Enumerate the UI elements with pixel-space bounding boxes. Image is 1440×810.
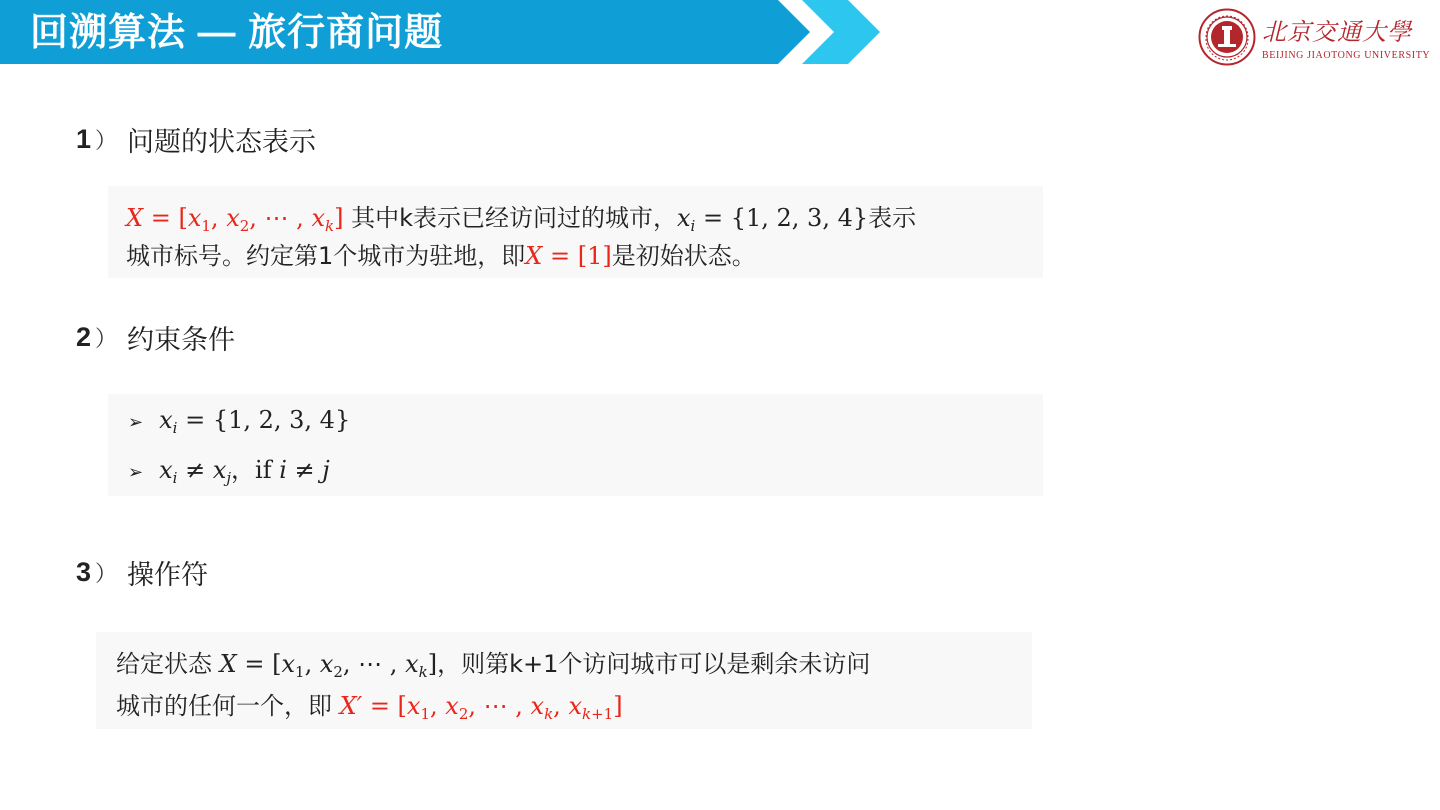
operator-line-2: 城市的任何一个，即 $X' = [x_1$, $x_2$, ⋯ , $x_k$, $x_{k+1}$] (116, 692, 623, 723)
section-paren: ） (95, 327, 118, 352)
state-desc-2: 城市标号。约定第1个城市为驻地，即 (126, 242, 526, 270)
operator-desc-mid: ，则第k+1个访问城市可以是剩余未访问 (437, 650, 871, 678)
section-paren: ） (95, 129, 118, 154)
section-3-heading (76, 553, 208, 592)
bullet-arrow-icon: ➢ (128, 412, 144, 433)
section-title: 问题的状态表示 (127, 127, 317, 158)
if-keyword: ，if (231, 456, 272, 484)
section-title: 操作符 (127, 560, 209, 591)
operator-box (96, 632, 1032, 729)
logo-name-cn: 北京交通大學 (1262, 18, 1412, 46)
section-2-heading (76, 318, 235, 357)
operator-line-1: 给定状态 $X = [x_1$, $x_2$, ⋯ , $x_k$]，则第k+1个访问城市可以是剩余未访问 (116, 650, 871, 681)
state-desc-2-end: 是初始状态。 (611, 242, 756, 270)
state-line-1: $X = [x_1$, $x_2$, ⋯ , $x_k$] 其中k表示已经访问过的城市，$x_i = \{1$, 2, 3, 4}表示 (126, 204, 917, 235)
university-logo (1196, 6, 1431, 66)
logo-name-en: BEIJING JIAOTONG UNIVERSITY (1262, 50, 1431, 61)
operator-desc-2: 城市的任何一个，即 (116, 692, 332, 720)
state-formula: X (126, 204, 144, 232)
city-set-formula: x (677, 204, 691, 232)
constraint-item-2: ➢ $x_i \ne x_j$，if i ≠ j (128, 456, 330, 487)
university-seal-icon (1198, 8, 1256, 66)
constraints-box (108, 394, 1043, 496)
bullet-arrow-icon: ➢ (128, 462, 144, 483)
section-number: 2 (76, 322, 92, 352)
section-number: 1 (76, 124, 92, 154)
state-line-2: 城市标号。约定第1个城市为驻地，即X = [1]是初始状态。 (126, 242, 756, 270)
state-desc: 其中k表示已经访问过的城市， (351, 204, 677, 232)
title-banner (0, 0, 900, 64)
initial-state-formula: X (525, 242, 543, 270)
state-representation-box (108, 186, 1043, 278)
section-paren: ） (95, 562, 118, 587)
section-number: 3 (76, 557, 92, 587)
section-1-heading (76, 120, 316, 159)
state-desc-end: 表示 (868, 204, 917, 232)
operator-desc: 给定状态 (116, 650, 212, 678)
constraint-item-1: ➢ $x_i = \{1$, 2, 3, 4} (128, 406, 351, 437)
next-state-formula: X′ (339, 692, 363, 720)
section-title: 约束条件 (127, 325, 236, 356)
page-title: 回溯算法 — 旅行商问题 (30, 12, 444, 54)
